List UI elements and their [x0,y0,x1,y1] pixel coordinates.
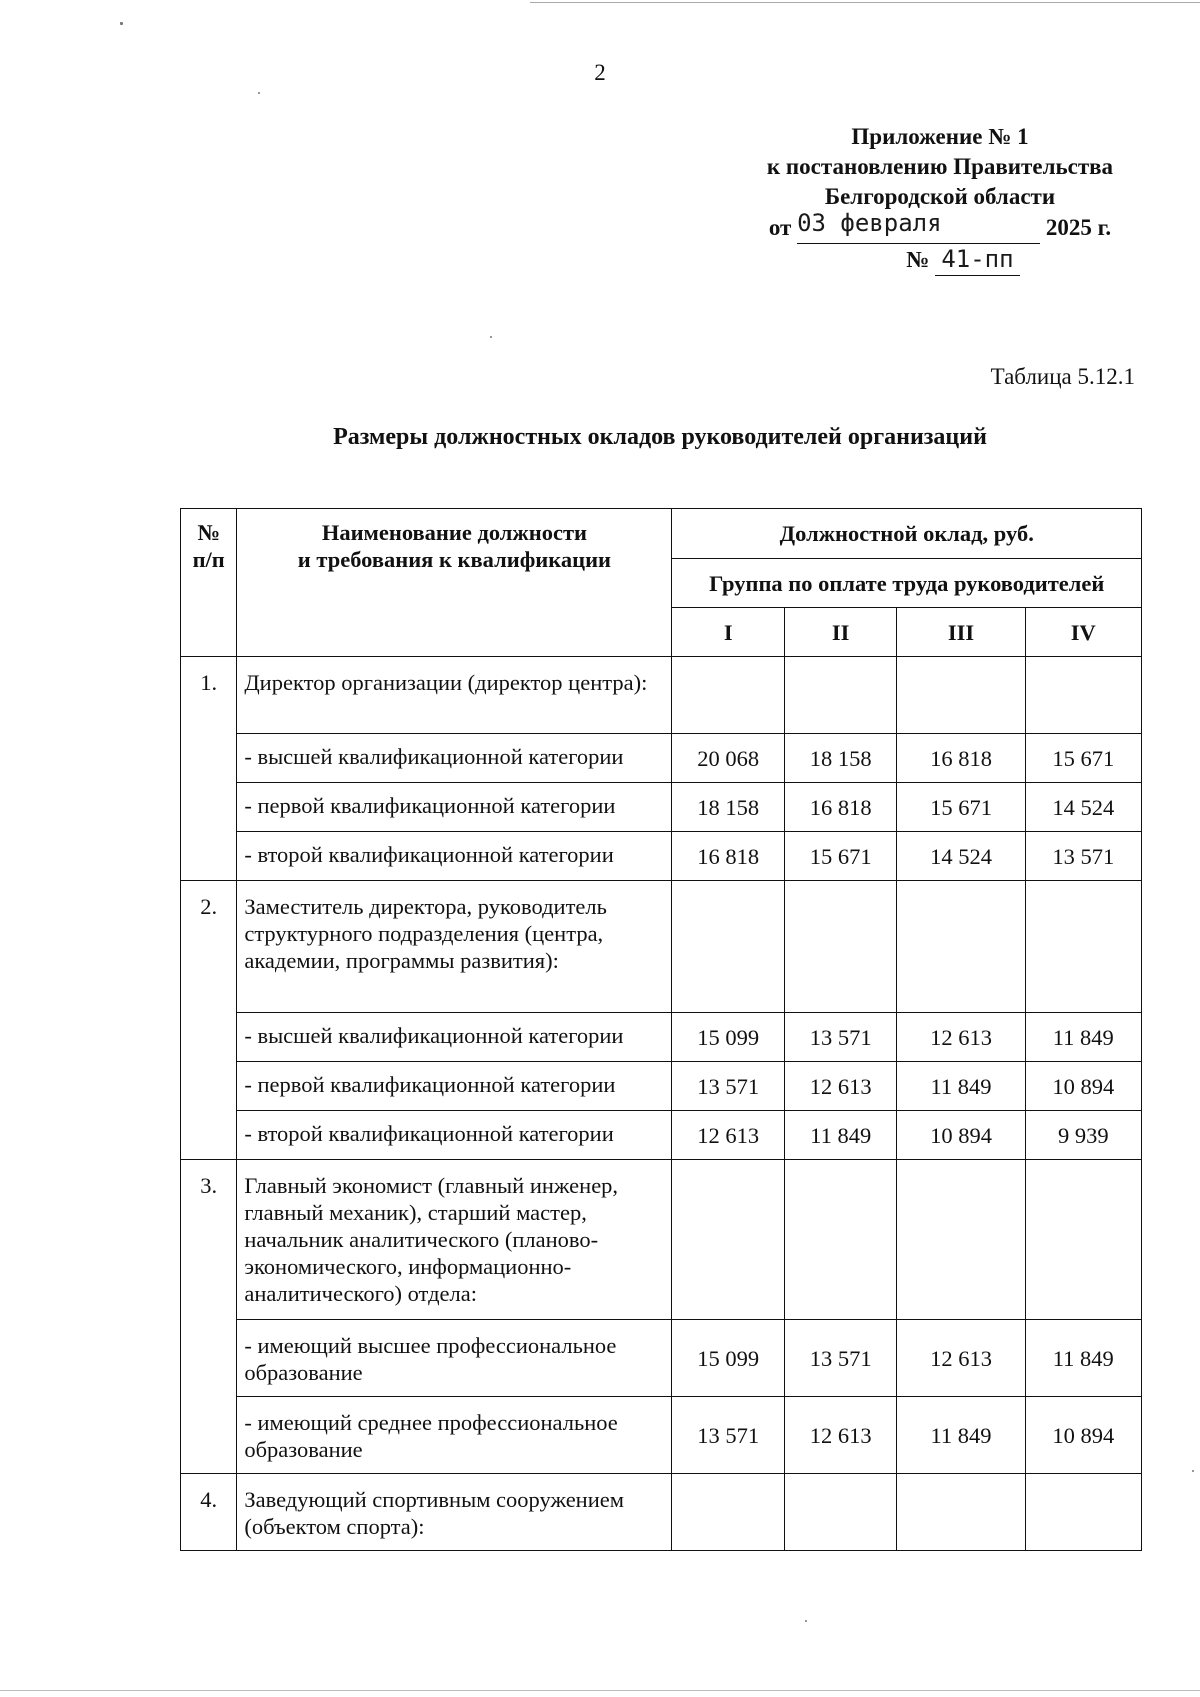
section-title: Директор организации (директор центра): [237,657,672,734]
empty-cell [672,1160,784,1320]
table-row [181,1474,1142,1551]
scan-speck [1192,1470,1194,1472]
table-row [181,1013,1142,1062]
salary-value: 10 894 [897,1111,1025,1160]
row-label: - первой квалификационной категории [237,1062,672,1111]
table-row [181,832,1142,881]
empty-cell [897,1160,1025,1320]
salary-value: 15 671 [897,783,1025,832]
table-number: Таблица 5.12.1 [990,364,1135,389]
header-number-line: п/п [192,547,225,572]
salary-value: 15 671 [1025,734,1141,783]
appendix-line: Приложение № 1 [851,124,1029,149]
scan-edge-line [0,1690,1200,1691]
number-blank [935,244,1020,276]
number-prefix: № [906,247,930,272]
salary-value: 12 613 [897,1320,1025,1397]
salary-value: 20 068 [672,734,784,783]
row-label: - имеющий среднее профессиональное образование [237,1397,672,1474]
row-label: - высшей квалификационной категории [237,1013,672,1062]
empty-cell [1025,881,1141,1013]
salary-value: 15 099 [672,1013,784,1062]
appendix-line: Белгородской области [824,184,1056,209]
salary-value: 18 158 [672,783,784,832]
empty-cell [1025,1160,1141,1320]
salary-value: 16 818 [784,783,896,832]
salary-value: 13 571 [784,1013,896,1062]
scan-speck [490,336,492,338]
appendix-header [660,122,1200,276]
table-row [181,1320,1142,1397]
date-year: 2025 г. [1045,215,1112,240]
date-blank [797,209,1040,244]
salary-value: 11 849 [1025,1320,1141,1397]
row-number: 4. [181,1474,237,1551]
salary-value: 9 939 [1025,1111,1141,1160]
empty-cell [1025,1474,1141,1551]
empty-cell [897,657,1025,734]
table-row [181,1111,1142,1160]
section-title: Заместитель директора, руководитель структурного подразделения (центра, академии, программы развития): [237,881,672,1013]
empty-cell [897,881,1025,1013]
salary-value: 14 524 [1025,783,1141,832]
salary-value: 18 158 [784,734,896,783]
row-label: - второй квалификационной категории [237,1111,672,1160]
empty-cell [784,657,896,734]
row-number: 3. [181,1160,237,1474]
salary-value: 13 571 [784,1320,896,1397]
scan-speck [258,92,260,94]
row-number: 1. [181,657,237,881]
salary-value: 13 571 [672,1062,784,1111]
row-label: - первой квалификационной категории [237,783,672,832]
header-number-line: № [197,520,220,545]
empty-cell [672,881,784,1013]
salary-value: 15 099 [672,1320,784,1397]
appendix-line: к постановлению Правительства [766,154,1114,179]
appendix-number-line [660,244,1200,276]
salary-value: 10 894 [1025,1397,1141,1474]
section-title: Главный экономист (главный инженер, главный механик), старший мастер, начальник аналитического (планово-экономического, информационно-аналитического) отдела: [237,1160,672,1320]
salary-value: 11 849 [1025,1013,1141,1062]
handwritten-number: 41-пп [941,245,1014,273]
table-header [181,509,1142,657]
header-salary: Должностной оклад, руб. [672,509,1142,559]
document-title: Размеры должностных окладов руководителей организаций [333,424,987,450]
header-group-i: I [672,608,784,657]
salary-value: 16 818 [672,832,784,881]
row-label: - имеющий высшее профессиональное образование [237,1320,672,1397]
appendix-date-line [660,209,1200,244]
table-row [181,734,1142,783]
header-group-ii: II [784,608,896,657]
table-row [181,1062,1142,1111]
row-number: 2. [181,881,237,1160]
salary-value: 10 894 [1025,1062,1141,1111]
salary-value: 11 849 [897,1397,1025,1474]
salary-value: 11 849 [897,1062,1025,1111]
section-title: Заведующий спортивным сооружением (объектом спорта): [237,1474,672,1551]
salary-value: 13 571 [1025,832,1141,881]
empty-cell [784,1474,896,1551]
salary-table [180,508,1142,1551]
header-position-line: Наименование должности [321,520,587,545]
table-row [181,1160,1142,1320]
empty-cell [784,881,896,1013]
salary-value: 16 818 [897,734,1025,783]
table-row [181,1397,1142,1474]
empty-cell [897,1474,1025,1551]
salary-value: 12 613 [897,1013,1025,1062]
date-prefix: от [768,215,792,240]
salary-value: 13 571 [672,1397,784,1474]
row-label: - второй квалификационной категории [237,832,672,881]
table-row [181,783,1142,832]
header-position [237,509,672,657]
header-group: Группа по оплате труда руководителей [672,559,1142,608]
header-number [181,509,237,657]
empty-cell [1025,657,1141,734]
scan-edge-line [530,2,1200,3]
empty-cell [672,657,784,734]
page-number: 2 [594,60,606,85]
salary-value: 14 524 [897,832,1025,881]
row-label: - высшей квалификационной категории [237,734,672,783]
salary-value: 11 849 [784,1111,896,1160]
table-body [181,657,1142,1551]
empty-cell [672,1474,784,1551]
handwritten-date: 03 февраля [797,209,942,237]
header-group-iv: IV [1025,608,1141,657]
table-row [181,657,1142,734]
salary-value: 12 613 [672,1111,784,1160]
salary-value: 15 671 [784,832,896,881]
scan-speck [805,1620,807,1622]
scan-speck [120,22,123,25]
header-group-iii: III [897,608,1025,657]
table-row [181,881,1142,1013]
salary-value: 12 613 [784,1397,896,1474]
empty-cell [784,1160,896,1320]
salary-value: 12 613 [784,1062,896,1111]
header-position-line: и требования к квалификации [297,547,612,572]
